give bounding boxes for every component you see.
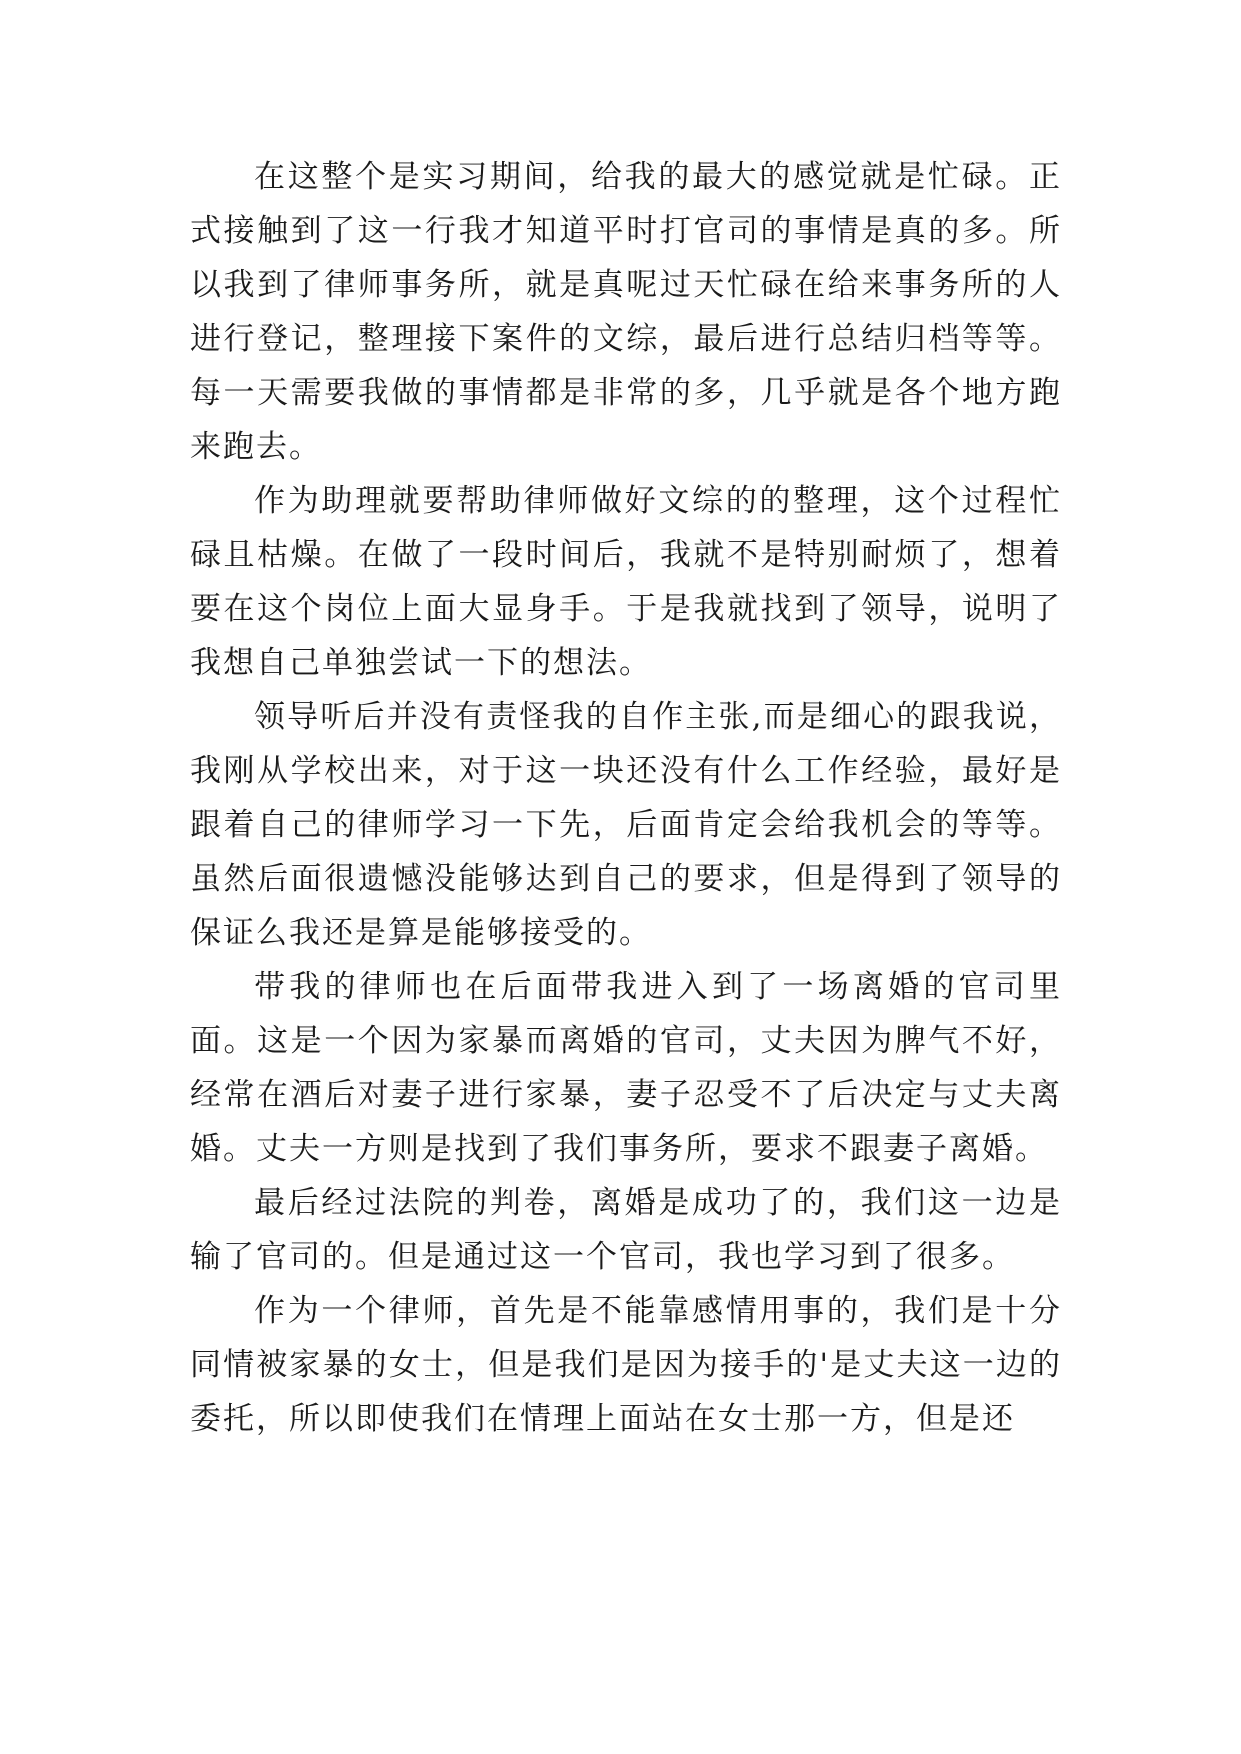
- paragraph-5: 最后经过法院的判卷，离婚是成功了的，我们这一边是输了官司的。但是通过这一个官司，我也学习到了很多。: [190, 1185, 1062, 1275]
- document-body: [190, 150, 1062, 1446]
- paragraph-4: 带我的律师也在后面带我进入到了一场离婚的官司里面。这是一个因为家暴而离婚的官司，丈夫因为脾气不好，经常在酒后对妻子进行家暴，妻子忍受不了后决定与丈夫离婚。丈夫一方则是找到了我们事务所，要求不跟妻子离婚。: [190, 969, 1062, 1167]
- paragraph-3: 领导听后并没有责怪我的自作主张,而是细心的跟我说，我刚从学校出来，对于这一块还没有什么工作经验，最好是跟着自己的律师学习一下先，后面肯定会给我机会的等等。虽然后面很遗憾没能够达到自己的要求，但是得到了领导的保证么我还是算是能够接受的。: [190, 699, 1062, 951]
- paragraph-1: 在这整个是实习期间，给我的最大的感觉就是忙碌。正式接触到了这一行我才知道平时打官司的事情是真的多。所以我到了律师事务所，就是真呢过天忙碌在给来事务所的人进行登记，整理接下案件的文综，最后进行总结归档等等。每一天需要我做的事情都是非常的多，几乎就是各个地方跑来跑去。: [190, 159, 1062, 465]
- paragraph-6: 作为一个律师，首先是不能靠感情用事的，我们是十分同情被家暴的女士，但是我们是因为接手的'是丈夫这一边的委托，所以即使我们在情理上面站在女士那一方，但是还: [190, 1293, 1062, 1437]
- paragraph-2: 作为助理就要帮助律师做好文综的的整理，这个过程忙碌且枯燥。在做了一段时间后，我就不是特别耐烦了，想着要在这个岗位上面大显身手。于是我就找到了领导，说明了我想自己单独尝试一下的想法。: [190, 483, 1062, 681]
